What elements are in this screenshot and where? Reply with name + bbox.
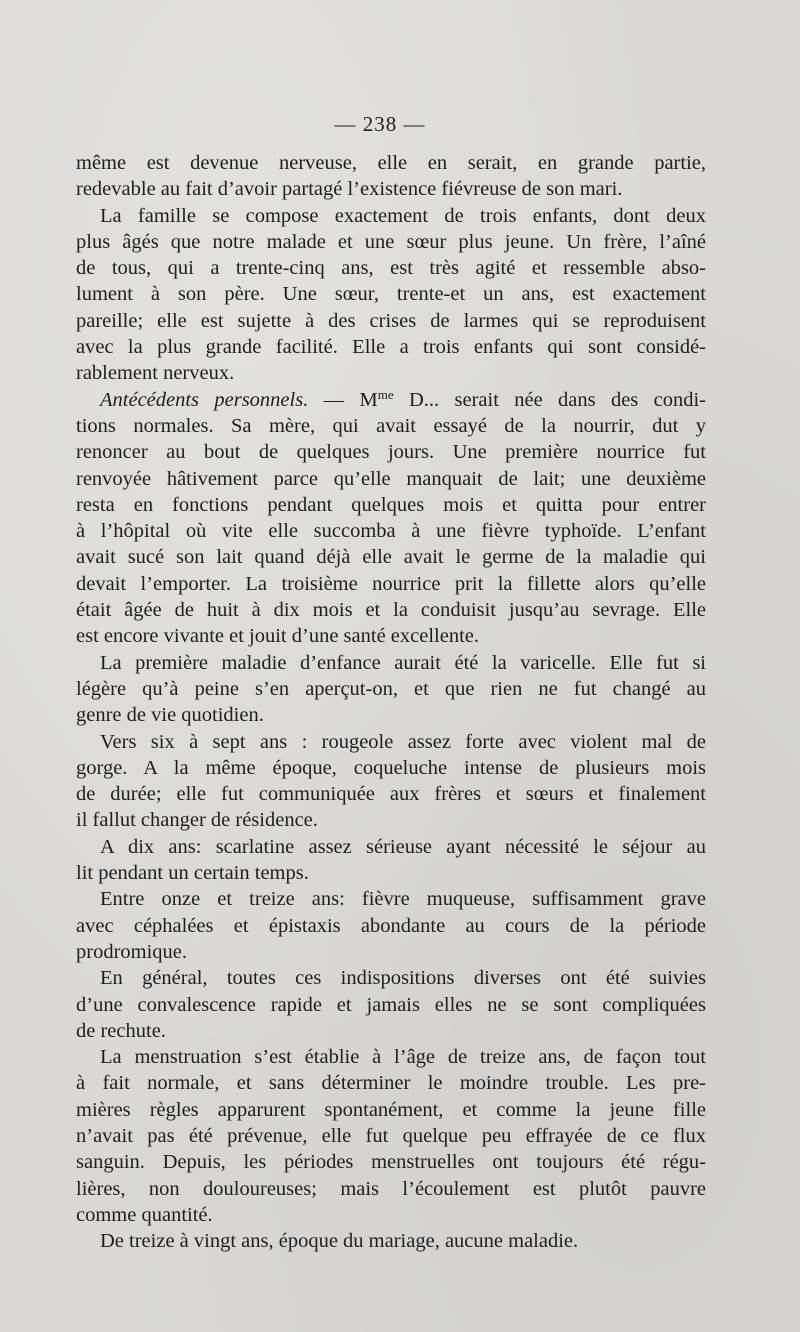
text-line: renoncer au bout de quelques jours. Une première nourrice fut xyxy=(76,441,706,464)
text-line: légère qu’à peine s’en aperçut-on, et que rien ne fut changé au xyxy=(76,677,706,700)
text-line: resta en fonctions pendant quelques mois et quitta pour entrer xyxy=(76,493,706,516)
text-line: avec céphalées et épistaxis abondante au cours de la période xyxy=(76,914,706,937)
page-number: — 238 — xyxy=(334,112,426,136)
text-line: lit pendant un certain temps. xyxy=(76,862,309,885)
text-line: redevable au fait d’avoir partagé l’existence fiévreuse de son mari. xyxy=(76,178,623,201)
text-line: de rechute. xyxy=(76,1019,166,1042)
text-line: La famille se compose exactement de trois enfants, dont deux xyxy=(100,204,706,227)
text-line: tions normales. Sa mère, qui avait essayé de la nourrir, dut y xyxy=(76,414,706,437)
text-line: plus âgés que notre malade et une sœur plus jeune. Un frère, l’aîné xyxy=(76,230,706,253)
text-line: La menstruation s’est établie à l’âge de treize ans, de façon tout xyxy=(100,1046,706,1069)
text-line: A dix ans: scarlatine assez sérieuse ayant nécessité le séjour au xyxy=(100,835,706,858)
text-line: d’une convalescence rapide et jamais elles ne se sont compliquées xyxy=(76,993,706,1016)
text-line: Antécédents personnels. — $M^{me}$ D... serait née dans des condi- xyxy=(100,386,707,411)
text-line: lières, non douloureuses; mais l’écoulement est plutôt pauvre xyxy=(76,1177,706,1200)
text-line: genre de vie quotidien. xyxy=(76,704,264,727)
text-line: avait sucé son lait quand déjà elle avait le germe de la maladie qui xyxy=(76,546,706,569)
text-line: rablement nerveux. xyxy=(76,362,235,385)
text-line: La première maladie d’enfance aurait été la varicelle. Elle fut si xyxy=(100,651,706,674)
text-line: à fait normale, et sans déterminer le moindre trouble. Les pre- xyxy=(76,1072,706,1095)
text-line: sanguin. Depuis, les périodes menstruelles ont toujours été régu- xyxy=(76,1151,706,1174)
text-line: comme quantité. xyxy=(76,1203,213,1226)
body-text xyxy=(76,150,706,1254)
text-line: n’avait pas été prévenue, elle fut quelque peu effrayée de ce flux xyxy=(76,1124,706,1147)
text-line: pareille; elle est sujette à des crises de larmes qui se reproduisent xyxy=(76,309,706,332)
text-line: avec la plus grande facilité. Elle a trois enfants qui sont considé- xyxy=(76,336,706,359)
text-line: En général, toutes ces indispositions diverses ont été suivies xyxy=(100,967,706,990)
text-line: gorge. A la même époque, coqueluche intense de plusieurs mois xyxy=(76,756,706,779)
text-line: renvoyée hâtivement parce qu’elle manquait de lait; une deuxième xyxy=(76,467,706,490)
text-line: prodromique. xyxy=(76,940,188,963)
text-line: de tous, qui a trente-cinq ans, est très agité et ressemble abso- xyxy=(76,257,706,280)
text-line: même est devenue nerveuse, elle en serait, en grande partie, xyxy=(76,152,706,174)
text-line: de durée; elle fut communiquée aux frères et sœurs et finalement xyxy=(76,783,706,806)
text-line: est encore vivante et jouit d’une santé excellente. xyxy=(76,625,479,648)
section-heading: Antécédents personnels. xyxy=(100,388,309,411)
text-line: Entre onze et treize ans: fièvre muqueuse, suffisamment grave xyxy=(100,888,706,911)
superscript: me xyxy=(377,386,394,402)
text-line: était âgée de huit à dix mois et la conduisit jusqu’au sevrage. Elle xyxy=(76,599,706,622)
text-line: Vers six à sept ans : rougeole assez forte avec violent mal de xyxy=(100,730,706,753)
text-line: lument à son père. Une sœur, trente-et un ans, est exactement xyxy=(76,283,706,306)
text-line: devait l’emporter. La troisième nourrice prit la fillette alors qu’elle xyxy=(76,572,706,595)
text-line: il fallut changer de résidence. xyxy=(76,809,318,832)
text-line: à l’hôpital où vite elle succomba à une fièvre typhoïde. L’enfant xyxy=(76,520,706,543)
text-line: De treize à vingt ans, époque du mariage, aucune maladie. xyxy=(100,1230,579,1253)
text-line: mières règles apparurent spontanément, et comme la jeune fille xyxy=(76,1098,706,1121)
